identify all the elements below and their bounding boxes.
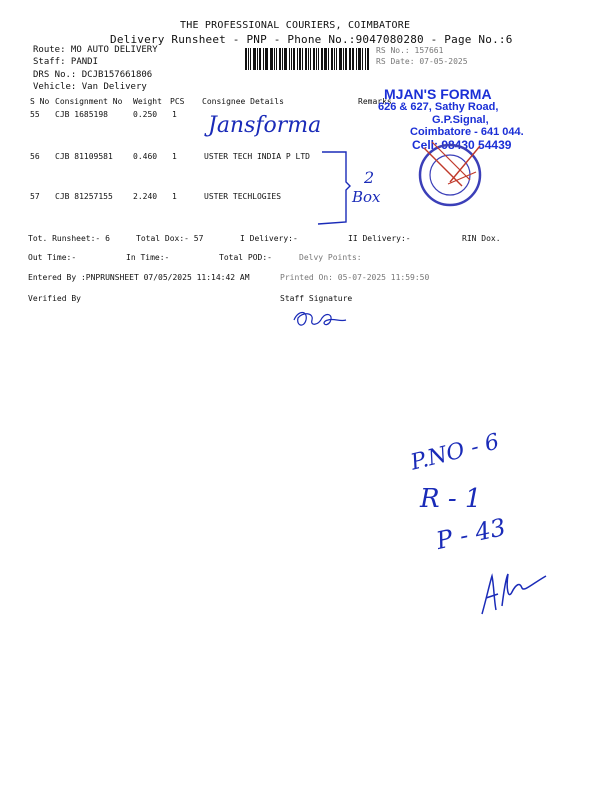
barcode-bar xyxy=(302,48,303,70)
barcode-bar xyxy=(310,48,311,70)
row-weight: 0.460 xyxy=(133,152,158,161)
drs-number: DRS No.: DCJB157661806 xyxy=(33,70,153,80)
handwritten-jansforma: Jansforma xyxy=(208,113,322,138)
barcode-bar xyxy=(328,48,329,70)
barcode-bar xyxy=(331,48,333,70)
verified-by: Verified By xyxy=(28,294,81,303)
barcode-bar xyxy=(274,48,275,70)
bracket-icon xyxy=(312,148,352,228)
barcode-bar xyxy=(297,48,298,70)
staff-label: Staff: PANDI xyxy=(33,57,99,67)
row-sno: 56 xyxy=(30,152,40,161)
barcode-bar xyxy=(350,48,351,70)
second-delivery: II Delivery:- xyxy=(348,234,411,243)
row-weight: 2.240 xyxy=(133,192,158,201)
total-dox: Total Dox:- 57 xyxy=(136,234,204,243)
barcode-bar xyxy=(289,48,290,70)
barcode-bar xyxy=(339,48,342,70)
barcode-bar xyxy=(367,48,369,70)
barcode-bar xyxy=(299,48,301,70)
col-header-weight: Weight xyxy=(133,97,162,106)
staff-signature-icon xyxy=(290,308,350,330)
barcode-bar xyxy=(352,48,354,70)
rs-date: RS Date: 07-05-2025 xyxy=(376,57,468,66)
row-pcs: 1 xyxy=(172,110,177,119)
barcode-bar xyxy=(276,48,277,70)
barcode-bar xyxy=(263,48,264,70)
barcode-bar xyxy=(356,48,357,70)
barcode-bar xyxy=(253,48,256,70)
barcode-bar xyxy=(362,48,363,70)
handwritten-r: R - 1 xyxy=(420,484,482,514)
row-pcs: 1 xyxy=(172,192,177,201)
stamp-address: 626 & 627, Sathy Road, xyxy=(378,101,499,113)
printed-on: Printed On: 05-07-2025 11:59:50 xyxy=(280,273,430,282)
row-consignee: USTER TECHLOGIES xyxy=(204,192,282,201)
col-header-pcs: PCS xyxy=(170,97,185,106)
handwritten-initials-icon xyxy=(476,570,556,620)
barcode-bar xyxy=(305,48,308,70)
barcode-icon xyxy=(245,48,370,70)
barcode-bar xyxy=(282,48,283,70)
stamp-name: MJAN'S FORMA xyxy=(384,86,492,102)
rs-number: RS No.: 157661 xyxy=(376,46,444,55)
stamp-cell: Cell: 98430 54439 xyxy=(412,138,512,152)
barcode-bar xyxy=(321,48,323,70)
barcode-bar xyxy=(245,48,247,70)
barcode-bar xyxy=(318,48,319,70)
barcode-bar xyxy=(334,48,335,70)
handwritten-page-no: P.NO - 6 xyxy=(408,429,502,476)
barcode-bar xyxy=(284,48,287,70)
rin-dox: RIN Dox. xyxy=(462,234,501,243)
route-label: Route: MO AUTO DELIVERY xyxy=(33,45,158,55)
barcode-bar xyxy=(308,48,309,70)
barcode-bar xyxy=(324,48,327,70)
col-header-consignment: Consignment No xyxy=(55,97,123,106)
tot-runsheet: Tot. Runsheet:- 6 xyxy=(28,234,110,243)
col-header-sno: S No xyxy=(30,97,50,106)
round-seal-icon xyxy=(410,138,495,213)
row-consignment: CJB 1685198 xyxy=(55,110,108,119)
col-header-remarks: Remarks xyxy=(358,97,392,106)
total-pod: Total POD:- xyxy=(219,253,272,262)
stamp-area: G.P.Signal, xyxy=(432,114,489,126)
barcode-bar xyxy=(313,48,315,70)
barcode-bar xyxy=(293,48,295,70)
barcode-bar xyxy=(257,48,258,70)
barcode-bar xyxy=(270,48,273,70)
barcode-bar xyxy=(265,48,266,70)
in-time: In Time:- xyxy=(126,253,170,262)
row-consignment: CJB 81257155 xyxy=(55,192,113,201)
row-sno: 55 xyxy=(30,110,40,119)
company-title: THE PROFESSIONAL COURIERS, COIMBATORE xyxy=(180,20,411,31)
barcode-bar xyxy=(291,48,292,70)
barcode-bar xyxy=(343,48,344,70)
barcode-bar xyxy=(358,48,361,70)
out-time: Out Time:- xyxy=(28,253,77,262)
barcode-bar xyxy=(316,48,317,70)
vehicle-label: Vehicle: Van Delivery xyxy=(33,82,147,92)
barcode-bar xyxy=(248,48,249,70)
col-header-consignee: Consignee Details xyxy=(202,97,284,106)
handwritten-p: P - 43 xyxy=(433,513,509,555)
first-delivery: I Delivery:- xyxy=(240,234,298,243)
entered-by: Entered By :PNPRUNSHEET 07/05/2025 11:14:42 AM xyxy=(28,273,250,282)
runsheet-title: Delivery Runsheet - PNP - Phone No.:9047080280 - Page No.:6 xyxy=(110,33,513,46)
row-consignee: USTER TECH INDIA P LTD xyxy=(204,152,310,161)
stamp-city: Coimbatore - 641 044. xyxy=(410,126,524,138)
barcode-bar xyxy=(259,48,261,70)
staff-signature-label: Staff Signature xyxy=(280,294,353,303)
barcode-bar xyxy=(279,48,281,70)
delivery-points: Delvy Points: xyxy=(299,253,362,262)
row-weight: 0.250 xyxy=(133,110,158,119)
row-pcs: 1 xyxy=(172,152,177,161)
barcode-bar xyxy=(345,48,347,70)
row-consignment: CJB 81109581 xyxy=(55,152,113,161)
barcode-bar xyxy=(266,48,268,70)
barcode-bar xyxy=(250,48,251,70)
barcode-bar xyxy=(349,48,350,70)
barcode-bar xyxy=(336,48,337,70)
barcode-bar xyxy=(365,48,366,70)
row-sno: 57 xyxy=(30,192,40,201)
handwritten-box: Box xyxy=(352,188,381,206)
handwritten-two: 2 xyxy=(364,168,375,187)
